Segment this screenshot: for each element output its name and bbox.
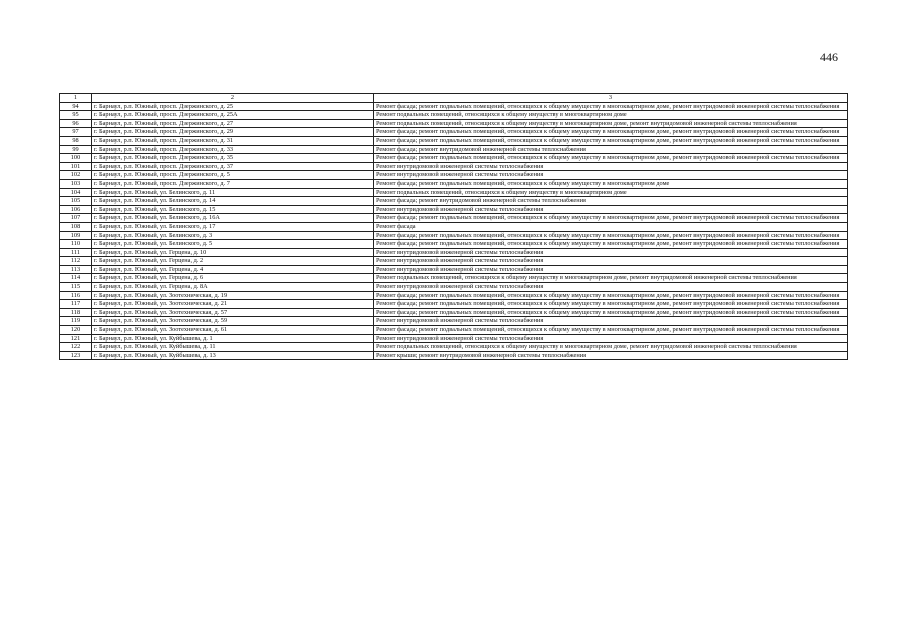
address-cell: г. Барнаул, р.п. Южный, просп. Дзержинского, д. 37 [92, 162, 374, 171]
work-description-cell: Ремонт фасада; ремонт подвальных помещений, относящихся к общему имуществу в многоквартирном доме, ремонт внутридомовой инженерной системы теплоснабжения [374, 240, 848, 249]
row-number-cell: 116 [60, 291, 92, 300]
address-cell: г. Барнаул, р.п. Южный, просп. Дзержинского, д. 7 [92, 179, 374, 188]
table-row [60, 136, 848, 145]
repair-list-table [59, 93, 848, 360]
table-row [60, 119, 848, 128]
row-number-cell: 104 [60, 188, 92, 197]
row-number-cell: 114 [60, 274, 92, 283]
work-description-cell: Ремонт подвальных помещений, относящихся к общему имуществу в многоквартирном доме, ремонт внутридомовой инженерной системы теплоснабжения [374, 119, 848, 128]
table-row [60, 179, 848, 188]
row-number-cell: 96 [60, 119, 92, 128]
address-cell: г. Барнаул, р.п. Южный, ул. Белинского, д. 17 [92, 222, 374, 231]
address-cell: г. Барнаул, р.п. Южный, просп. Дзержинского, д. 29 [92, 128, 374, 137]
address-cell: г. Барнаул, р.п. Южный, ул. Белинского, д. 14 [92, 197, 374, 206]
table-row [60, 111, 848, 120]
address-cell: г. Барнаул, р.п. Южный, ул. Белинского, д. 3 [92, 231, 374, 240]
table-row [60, 283, 848, 292]
row-number-cell: 99 [60, 145, 92, 154]
address-cell: г. Барнаул, р.п. Южный, просп. Дзержинского, д. 35 [92, 154, 374, 163]
table-row [60, 205, 848, 214]
row-number-cell: 118 [60, 308, 92, 317]
row-number-cell: 100 [60, 154, 92, 163]
column-header-2: 2 [92, 94, 374, 103]
row-number-cell: 111 [60, 248, 92, 257]
row-number-cell: 119 [60, 317, 92, 326]
work-description-cell: Ремонт внутридомовой инженерной системы теплоснабжения [374, 317, 848, 326]
work-description-cell: Ремонт внутридомовой инженерной системы теплоснабжения [374, 171, 848, 180]
work-description-cell: Ремонт внутридомовой инженерной системы теплоснабжения [374, 248, 848, 257]
address-cell: г. Барнаул, р.п. Южный, ул. Белинского, д. 16А [92, 214, 374, 223]
table-row [60, 102, 848, 111]
work-description-cell: Ремонт фасада; ремонт подвальных помещений, относящихся к общему имуществу в многоквартирном доме, ремонт внутридомовой инженерной системы теплоснабжения [374, 136, 848, 145]
address-cell: г. Барнаул, р.п. Южный, ул. Зоотехническая, д. 61 [92, 326, 374, 335]
column-header-3: 3 [374, 94, 848, 103]
table-row [60, 154, 848, 163]
row-number-cell: 121 [60, 334, 92, 343]
work-description-cell: Ремонт фасада; ремонт подвальных помещений, относящихся к общему имуществу в многоквартирном доме, ремонт внутридомовой инженерной системы теплоснабжения [374, 102, 848, 111]
table-row [60, 343, 848, 352]
row-number-cell: 113 [60, 265, 92, 274]
work-description-cell: Ремонт внутридомовой инженерной системы теплоснабжения [374, 334, 848, 343]
row-number-cell: 123 [60, 351, 92, 360]
row-number-cell: 122 [60, 343, 92, 352]
table-row [60, 162, 848, 171]
table-row [60, 214, 848, 223]
address-cell: г. Барнаул, р.п. Южный, ул. Герцена, д. 6 [92, 274, 374, 283]
address-cell: г. Барнаул, р.п. Южный, просп. Дзержинского, д. 25А [92, 111, 374, 120]
row-number-cell: 115 [60, 283, 92, 292]
row-number-cell: 94 [60, 102, 92, 111]
row-number-cell: 120 [60, 326, 92, 335]
address-cell: г. Барнаул, р.п. Южный, просп. Дзержинского, д. 27 [92, 119, 374, 128]
table-body [60, 102, 848, 360]
table-row [60, 326, 848, 335]
address-cell: г. Барнаул, р.п. Южный, ул. Куйбышева, д. 1 [92, 334, 374, 343]
work-description-cell: Ремонт фасада; ремонт внутридомовой инженерной системы теплоснабжения [374, 145, 848, 154]
address-cell: г. Барнаул, р.п. Южный, ул. Зоотехническая, д. 57 [92, 308, 374, 317]
table-header-row [60, 94, 848, 103]
work-description-cell: Ремонт подвальных помещений, относящихся к общему имуществу в многоквартирном доме [374, 188, 848, 197]
address-cell: г. Барнаул, р.п. Южный, ул. Зоотехническая, д. 59 [92, 317, 374, 326]
address-cell: г. Барнаул, р.п. Южный, ул. Куйбышева, д. 11 [92, 343, 374, 352]
address-cell: г. Барнаул, р.п. Южный, ул. Герцена, д. 10 [92, 248, 374, 257]
table-row [60, 128, 848, 137]
work-description-cell: Ремонт внутридомовой инженерной системы теплоснабжения [374, 257, 848, 266]
table-row [60, 308, 848, 317]
work-description-cell: Ремонт крыши; ремонт внутридомовой инженерной системы теплоснабжения [374, 351, 848, 360]
table-row [60, 171, 848, 180]
work-description-cell: Ремонт фасада; ремонт подвальных помещений, относящихся к общему имуществу в многоквартирном доме, ремонт внутридомовой инженерной системы теплоснабжения [374, 326, 848, 335]
work-description-cell: Ремонт фасада; ремонт подвальных помещений, относящихся к общему имуществу в многоквартирном доме, ремонт внутридомовой инженерной системы теплоснабжения [374, 214, 848, 223]
address-cell: г. Барнаул, р.п. Южный, ул. Герцена, д. 4 [92, 265, 374, 274]
row-number-cell: 95 [60, 111, 92, 120]
work-description-cell: Ремонт подвальных помещений, относящихся к общему имуществу в многоквартирном доме, ремонт внутридомовой инженерной системы теплоснабжения [374, 274, 848, 283]
work-description-cell: Ремонт фасада; ремонт подвальных помещений, относящихся к общему имуществу в многоквартирном доме, ремонт внутридомовой инженерной системы теплоснабжения [374, 291, 848, 300]
table-row [60, 257, 848, 266]
table-row [60, 334, 848, 343]
row-number-cell: 103 [60, 179, 92, 188]
work-description-cell: Ремонт фасада; ремонт подвальных помещений, относящихся к общему имуществу в многоквартирном доме, ремонт внутридомовой инженерной системы теплоснабжения [374, 154, 848, 163]
row-number-cell: 110 [60, 240, 92, 249]
work-description-cell: Ремонт подвальных помещений, относящихся к общему имуществу в многоквартирном доме [374, 111, 848, 120]
row-number-cell: 98 [60, 136, 92, 145]
work-description-cell: Ремонт внутридомовой инженерной системы теплоснабжения [374, 283, 848, 292]
address-cell: г. Барнаул, р.п. Южный, просп. Дзержинского, д. 31 [92, 136, 374, 145]
work-description-cell: Ремонт фасада; ремонт подвальных помещений, относящихся к общему имуществу в многоквартирном доме [374, 179, 848, 188]
table-row [60, 197, 848, 206]
column-header-1: 1 [60, 94, 92, 103]
table-row [60, 145, 848, 154]
work-description-cell: Ремонт фасада; ремонт подвальных помещений, относящихся к общему имуществу в многоквартирном доме, ремонт внутридомовой инженерной системы теплоснабжения [374, 128, 848, 137]
row-number-cell: 102 [60, 171, 92, 180]
work-description-cell: Ремонт фасада; ремонт подвальных помещений, относящихся к общему имуществу в многоквартирном доме, ремонт внутридомовой инженерной системы теплоснабжения [374, 308, 848, 317]
row-number-cell: 117 [60, 300, 92, 309]
work-description-cell: Ремонт подвальных помещений, относящихся к общему имуществу в многоквартирном доме, ремонт внутридомовой инженерной системы теплоснабжения [374, 343, 848, 352]
address-cell: г. Барнаул, р.п. Южный, ул. Зоотехническая, д. 21 [92, 300, 374, 309]
work-description-cell: Ремонт внутридомовой инженерной системы теплоснабжения [374, 205, 848, 214]
table-row [60, 188, 848, 197]
address-cell: г. Барнаул, р.п. Южный, просп. Дзержинского, д. 5 [92, 171, 374, 180]
row-number-cell: 109 [60, 231, 92, 240]
table-row [60, 231, 848, 240]
address-cell: г. Барнаул, р.п. Южный, ул. Белинского, д. 5 [92, 240, 374, 249]
table-row [60, 317, 848, 326]
page-number: 446 [820, 50, 838, 64]
address-cell: г. Барнаул, р.п. Южный, ул. Герцена, д. 8А [92, 283, 374, 292]
row-number-cell: 105 [60, 197, 92, 206]
work-description-cell: Ремонт фасада [374, 222, 848, 231]
address-cell: г. Барнаул, р.п. Южный, ул. Белинского, д. 15 [92, 205, 374, 214]
work-description-cell: Ремонт фасада; ремонт подвальных помещений, относящихся к общему имуществу в многоквартирном доме, ремонт внутридомовой инженерной системы теплоснабжения [374, 300, 848, 309]
work-description-cell: Ремонт фасада; ремонт внутридомовой инженерной системы теплоснабжения [374, 197, 848, 206]
row-number-cell: 107 [60, 214, 92, 223]
address-cell: г. Барнаул, р.п. Южный, просп. Дзержинского, д. 33 [92, 145, 374, 154]
table-row [60, 274, 848, 283]
address-cell: г. Барнаул, р.п. Южный, ул. Герцена, д. 2 [92, 257, 374, 266]
table-row [60, 300, 848, 309]
row-number-cell: 101 [60, 162, 92, 171]
row-number-cell: 97 [60, 128, 92, 137]
table-row [60, 351, 848, 360]
row-number-cell: 106 [60, 205, 92, 214]
work-description-cell: Ремонт внутридомовой инженерной системы теплоснабжения [374, 265, 848, 274]
row-number-cell: 108 [60, 222, 92, 231]
work-description-cell: Ремонт внутридомовой инженерной системы теплоснабжения [374, 162, 848, 171]
address-cell: г. Барнаул, р.п. Южный, ул. Белинского, д. 11 [92, 188, 374, 197]
address-cell: г. Барнаул, р.п. Южный, ул. Зоотехническая, д. 19 [92, 291, 374, 300]
table-row [60, 265, 848, 274]
table-row [60, 240, 848, 249]
address-cell: г. Барнаул, р.п. Южный, ул. Куйбышева, д. 13 [92, 351, 374, 360]
table-row [60, 248, 848, 257]
table-row [60, 291, 848, 300]
row-number-cell: 112 [60, 257, 92, 266]
table-row [60, 222, 848, 231]
address-cell: г. Барнаул, р.п. Южный, просп. Дзержинского, д. 25 [92, 102, 374, 111]
work-description-cell: Ремонт фасада; ремонт подвальных помещений, относящихся к общему имуществу в многоквартирном доме, ремонт внутридомовой инженерной системы теплоснабжения [374, 231, 848, 240]
